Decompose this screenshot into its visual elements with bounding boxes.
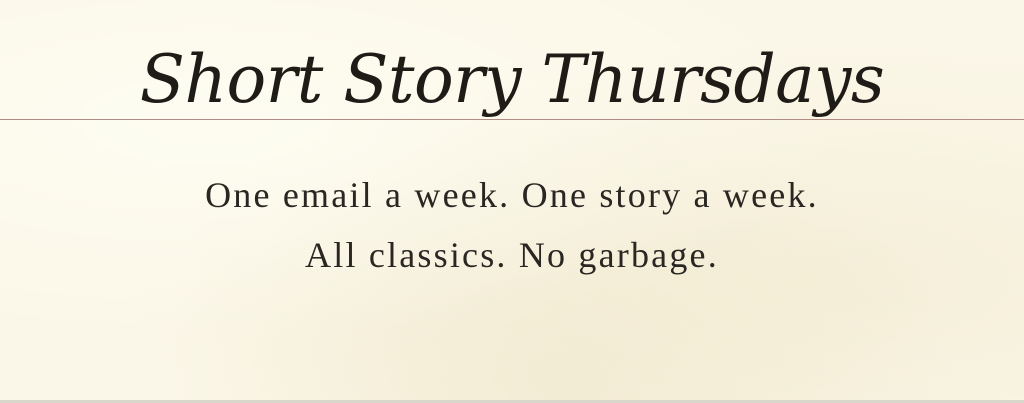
tagline-line-2: All classics. No garbage. — [305, 235, 719, 275]
tagline-line-1: One email a week. One story a week. — [205, 175, 819, 215]
header — [0, 30, 1024, 150]
page-title: Short Story Thursdays — [139, 41, 885, 118]
